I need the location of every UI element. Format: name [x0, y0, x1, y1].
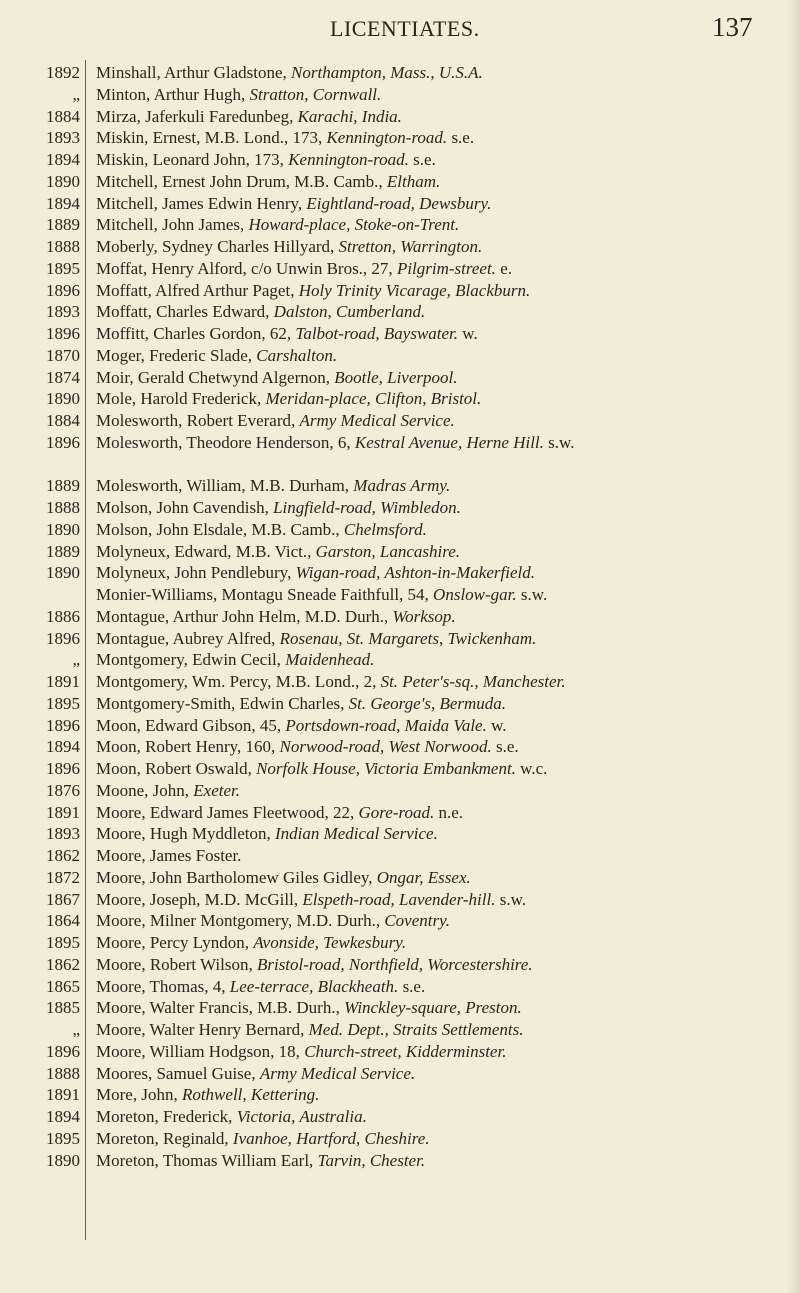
entry-text — [96, 1150, 760, 1172]
entry-name: Moore, William Hodgson, 18, — [96, 1041, 305, 1061]
entry-address: Rosenau, St. Margarets, Twickenham. — [279, 628, 537, 648]
entry-address: Indian Medical Service. — [274, 824, 438, 844]
entry-address: Ongar, Essex. — [376, 867, 471, 887]
list-item — [0, 736, 800, 758]
entry-text — [96, 475, 760, 497]
entry-name: Molesworth, William, M.B. Durham, — [96, 476, 354, 496]
list-item — [0, 867, 800, 889]
entry-name: Montague, Aubrey Alfred, — [96, 628, 280, 648]
entry-name: Molyneux, Edward, M.B. Vict., — [96, 541, 316, 561]
entry-text — [96, 1084, 760, 1106]
entry-name: Moffat, Henry Alford, c/o Unwin Bros., 27, — [96, 258, 397, 278]
licentiate-list — [0, 62, 800, 1171]
entry-address: Rothwell, Kettering. — [181, 1085, 320, 1105]
list-item — [0, 171, 800, 193]
entry-year: 1893 — [46, 128, 80, 148]
entry-address: Gore-road. — [358, 802, 435, 822]
entry-year: „ — [72, 650, 80, 670]
entry-text — [96, 976, 760, 998]
entry-address: Kestral Avenue, Herne Hill. — [354, 432, 544, 452]
entry-address: Med. Dept., Straits Settlements. — [308, 1020, 524, 1039]
list-item — [0, 432, 800, 476]
entry-text — [96, 1019, 760, 1041]
entry-address: Tarvin, Chester. — [317, 1150, 426, 1170]
entry-postal-district: s.e. — [491, 737, 519, 757]
entry-name: Moore, Walter Francis, M.B. Durh., — [96, 998, 345, 1018]
list-item — [0, 671, 800, 693]
entry-year: 1896 — [46, 432, 80, 452]
entry-name: Mitchell, James Edwin Henry, — [96, 193, 307, 213]
entry-postal-district: w.c. — [515, 759, 548, 778]
entry-year: 1890 — [46, 519, 80, 539]
entry-year: 1896 — [46, 280, 80, 300]
entry-text — [96, 1041, 760, 1063]
entry-text — [96, 214, 760, 236]
entry-name: Moon, Robert Oswald, — [96, 759, 257, 778]
entry-name: Moreton, Thomas William Earl, — [96, 1150, 318, 1170]
entry-address: Norfolk House, Victoria Embankment. — [256, 759, 516, 778]
list-item — [0, 106, 800, 128]
entry-address: Onslow-gar. — [433, 585, 517, 604]
entry-text — [96, 823, 760, 845]
entry-address: Army Medical Service. — [259, 1063, 416, 1083]
entry-name: Monier-Williams, Montagu Sneade Faithfull, 54, — [96, 585, 434, 604]
entry-year: 1888 — [46, 498, 80, 517]
entry-text — [96, 127, 760, 149]
entry-postal-district: n.e. — [434, 802, 464, 822]
entry-year: 1894 — [46, 737, 80, 757]
entry-address: Exeter. — [193, 780, 241, 800]
entry-text — [96, 1063, 760, 1085]
page-header — [0, 12, 800, 46]
entry-text — [96, 236, 760, 258]
entry-address: Chelmsford. — [343, 519, 427, 539]
list-item — [0, 1063, 800, 1085]
entry-text — [96, 301, 760, 323]
entry-address: Dalston, Cumberland. — [273, 302, 426, 322]
entry-year: 1896 — [46, 715, 80, 735]
list-item — [0, 997, 800, 1019]
list-item — [0, 954, 800, 976]
entry-year: 1894 — [46, 150, 80, 169]
entry-name: More, John, — [96, 1085, 182, 1105]
entry-year: 1892 — [46, 63, 80, 82]
entry-name: Moreton, Reginald, — [96, 1128, 233, 1148]
entry-name: Moore, John Bartholomew Giles Gidley, — [96, 867, 377, 887]
entry-name: Moffatt, Charles Edward, — [96, 302, 274, 322]
entry-name: Mirza, Jaferkuli Faredunbeg, — [96, 106, 298, 126]
list-item — [0, 780, 800, 802]
entry-year: 1891 — [46, 1085, 80, 1105]
entry-name: Moreton, Frederick, — [96, 1107, 237, 1126]
entry-text — [96, 497, 760, 519]
entry-text — [96, 736, 760, 758]
entry-name: Miskin, Ernest, M.B. Lond., 173, — [96, 128, 327, 148]
entry-text — [96, 410, 760, 432]
entry-name: Montgomery, Wm. Percy, M.B. Lond., 2, — [96, 672, 381, 691]
list-item — [0, 976, 800, 998]
entry-year: 1893 — [46, 302, 80, 322]
entry-year: 1896 — [46, 759, 80, 778]
entry-year: 1862 — [46, 846, 80, 865]
list-item — [0, 649, 800, 671]
entry-name: Moores, Samuel Guise, — [96, 1063, 260, 1083]
list-item — [0, 845, 800, 867]
entry-postal-district: s.e. — [447, 128, 475, 148]
entry-address: Holy Trinity Vicarage, Blackburn. — [298, 280, 531, 300]
entry-text — [96, 802, 760, 824]
list-item — [0, 84, 800, 106]
list-item — [0, 889, 800, 911]
entry-year: 1884 — [46, 411, 80, 430]
entry-text — [96, 1128, 760, 1150]
entry-text — [96, 584, 760, 606]
entry-postal-district: s.e. — [408, 150, 436, 169]
entry-name: Moone, John, — [96, 780, 194, 800]
entry-year: 1890 — [46, 171, 80, 191]
entry-text — [96, 84, 760, 106]
entry-text — [96, 193, 760, 215]
entry-address: Lee-terrace, Blackheath. — [229, 976, 399, 996]
entry-name: Moir, Gerald Chetwynd Algernon, — [96, 367, 335, 387]
entry-address: Church-street, Kidderminster. — [304, 1041, 507, 1061]
entry-year: 1888 — [46, 1063, 80, 1083]
entry-year: 1862 — [46, 954, 80, 974]
list-item — [0, 1041, 800, 1063]
entry-name: Mitchell, Ernest John Drum, M.B. Camb., — [96, 171, 387, 191]
entry-name: Molson, John Cavendish, — [96, 498, 274, 517]
entry-year: „ — [72, 84, 80, 104]
entry-year: 1895 — [46, 933, 80, 952]
entry-text — [96, 845, 760, 867]
list-item — [0, 1128, 800, 1150]
entry-year: 1870 — [46, 345, 80, 365]
list-item — [0, 214, 800, 236]
entry-name: Mitchell, John James, — [96, 215, 249, 235]
list-item — [0, 802, 800, 824]
entry-year: 1886 — [46, 606, 80, 626]
list-item — [0, 323, 800, 345]
list-item — [0, 258, 800, 280]
entry-address: Kennington-road. — [288, 150, 409, 169]
entry-address: St. George's, Bermuda. — [348, 693, 507, 713]
entry-postal-district: w. — [486, 715, 507, 735]
entry-address: Avonside, Tewkesbury. — [253, 933, 407, 952]
entry-text — [96, 889, 760, 911]
entry-address: Carshalton. — [256, 345, 338, 365]
entry-text — [96, 258, 760, 280]
list-item — [0, 519, 800, 541]
entry-address: Lingfield-road, Wimbledon. — [273, 498, 461, 517]
entry-address: Army Medical Service. — [299, 411, 455, 430]
list-item — [0, 367, 800, 389]
entry-name: Molesworth, Theodore Henderson, 6, — [96, 432, 355, 452]
entry-text — [96, 171, 760, 193]
entry-address: Stratton, Cornwall. — [249, 84, 382, 104]
list-item — [0, 388, 800, 410]
entry-name: Moore, James Foster. — [96, 846, 242, 865]
entry-name: Mole, Harold Frederick, — [96, 389, 266, 409]
entry-year: 1888 — [46, 237, 80, 256]
list-item — [0, 345, 800, 367]
list-item — [0, 910, 800, 932]
entry-name: Moore, Hugh Myddleton, — [96, 824, 275, 844]
list-item — [0, 475, 800, 497]
entry-name: Moore, Thomas, 4, — [96, 976, 230, 996]
entry-year: „ — [72, 1020, 80, 1039]
entry-name: Molson, John Elsdale, M.B. Camb., — [96, 519, 344, 539]
entry-name: Montgomery, Edwin Cecil, — [96, 650, 286, 670]
entry-address: Eightland-road, Dewsbury. — [306, 193, 492, 213]
entry-name: Moore, Joseph, M.D. McGill, — [96, 889, 303, 909]
entry-address: Portsdown-road, Maida Vale. — [285, 715, 487, 735]
entry-address: Eltham. — [386, 171, 441, 191]
list-item — [0, 280, 800, 302]
entry-year: 1890 — [46, 563, 80, 583]
page-edge-shadow — [786, 0, 800, 1293]
list-item — [0, 1106, 800, 1128]
entry-year: 1895 — [46, 258, 80, 278]
entry-text — [96, 323, 760, 345]
entry-text — [96, 62, 760, 84]
list-item — [0, 628, 800, 650]
entry-name: Montague, Arthur John Helm, M.D. Durh., — [96, 606, 393, 626]
entry-name: Moon, Robert Henry, 160, — [96, 737, 280, 757]
entry-year: 1896 — [46, 324, 80, 343]
entry-name: Moger, Frederic Slade, — [96, 345, 257, 365]
list-item — [0, 1150, 800, 1172]
entry-address: Wigan-road, Ashton-in-Makerfield. — [295, 563, 535, 583]
entry-text — [96, 954, 760, 976]
entry-address: Coventry. — [384, 911, 450, 931]
entry-year: 1865 — [46, 976, 80, 996]
entry-address: Kennington-road. — [326, 128, 448, 148]
list-item — [0, 410, 800, 432]
list-item — [0, 541, 800, 563]
entry-address: Maidenhead. — [285, 650, 375, 670]
entry-name: Minton, Arthur Hugh, — [96, 84, 250, 104]
entry-postal-district: s.w. — [516, 585, 548, 604]
entry-address: Northampton, Mass., U.S.A. — [291, 63, 483, 82]
entry-address: Norwood-road, West Norwood. — [279, 737, 492, 757]
entry-year: 1867 — [46, 889, 80, 909]
entry-address: Victoria, Australia. — [236, 1107, 367, 1126]
list-item — [0, 149, 800, 171]
entry-text — [96, 149, 760, 171]
entry-address: Meridan-place, Clifton, Bristol. — [265, 389, 482, 409]
entry-text — [96, 280, 760, 302]
entry-year: 1874 — [46, 367, 80, 387]
entry-text — [96, 693, 760, 715]
entry-year: 1890 — [46, 1150, 80, 1170]
entry-name: Molyneux, John Pendlebury, — [96, 563, 296, 583]
entry-year: 1893 — [46, 824, 80, 844]
list-item — [0, 1019, 800, 1041]
entry-address: Howard-place, Stoke-on-Trent. — [248, 215, 460, 235]
entry-text — [96, 867, 760, 889]
entry-text — [96, 106, 760, 128]
entry-name: Molesworth, Robert Everard, — [96, 411, 300, 430]
list-item — [0, 127, 800, 149]
entry-year: 1895 — [46, 1128, 80, 1148]
list-item — [0, 606, 800, 628]
entry-name: Moffatt, Alfred Arthur Paget, — [96, 280, 299, 300]
entry-name: Moon, Edward Gibson, 45, — [96, 715, 286, 735]
entry-name: Moore, Milner Montgomery, M.D. Durh., — [96, 911, 385, 931]
list-item — [0, 562, 800, 584]
running-title: LICENTIATES. — [330, 16, 480, 41]
entry-address: Worksop. — [392, 606, 456, 626]
entry-text — [96, 715, 760, 737]
list-item — [0, 497, 800, 519]
entry-name: Minshall, Arthur Gladstone, — [96, 63, 292, 82]
entry-address: Elspeth-road, Lavender-hill. — [302, 889, 496, 909]
entry-address: Madras Army. — [353, 476, 451, 496]
entry-postal-district: s.w. — [543, 432, 575, 452]
list-item — [0, 693, 800, 715]
page-number: 137 — [712, 12, 753, 42]
entry-name: Miskin, Leonard John, 173, — [96, 150, 289, 169]
entry-address: Stretton, Warrington. — [338, 237, 483, 256]
entry-year: 1889 — [46, 215, 80, 235]
entry-year: 1891 — [46, 672, 80, 691]
entry-text — [96, 606, 760, 628]
entry-name: Moffitt, Charles Gordon, 62, — [96, 324, 296, 343]
entry-year: 1896 — [46, 628, 80, 648]
list-item — [0, 62, 800, 84]
entry-name: Moore, Walter Henry Bernard, — [96, 1020, 309, 1039]
list-item — [0, 758, 800, 780]
entry-text — [96, 910, 760, 932]
entry-year: 1889 — [46, 541, 80, 561]
entry-year: 1872 — [46, 867, 80, 887]
entry-text — [96, 671, 760, 693]
list-item — [0, 236, 800, 258]
entry-text — [96, 519, 760, 541]
entry-year: 1864 — [46, 911, 80, 931]
entry-year: 1891 — [46, 802, 80, 822]
entry-address: Ivanhoe, Hartford, Cheshire. — [232, 1128, 430, 1148]
entry-postal-district: w. — [458, 324, 478, 343]
entry-year: 1896 — [46, 1041, 80, 1061]
entry-year: 1895 — [46, 693, 80, 713]
list-item — [0, 301, 800, 323]
entry-text — [96, 780, 760, 802]
entry-text — [96, 388, 760, 410]
entry-year: 1890 — [46, 389, 80, 409]
entry-year: 1876 — [46, 780, 80, 800]
entry-text — [96, 649, 760, 671]
entry-text — [96, 367, 760, 389]
entry-year: 1894 — [46, 193, 80, 213]
entry-address: St. Peter's-sq., Manchester. — [380, 672, 566, 691]
entry-name: Moore, Robert Wilson, — [96, 954, 257, 974]
entry-address: Talbot-road, Bayswater. — [295, 324, 459, 343]
entry-address: Karachi, India. — [297, 106, 402, 126]
entry-text — [96, 432, 760, 454]
entry-name: Moberly, Sydney Charles Hillyard, — [96, 237, 339, 256]
entry-text — [96, 562, 760, 584]
entry-address: Bootle, Liverpool. — [334, 367, 458, 387]
entry-text — [96, 345, 760, 367]
entry-address: Bristol-road, Northfield, Worcestershire. — [256, 954, 533, 974]
entry-name: Montgomery-Smith, Edwin Charles, — [96, 693, 349, 713]
entry-postal-district: e. — [495, 258, 512, 278]
entry-text — [96, 997, 760, 1019]
list-item — [0, 715, 800, 737]
entry-text — [96, 1106, 760, 1128]
entry-text — [96, 628, 760, 650]
entry-address: Garston, Lancashire. — [315, 541, 461, 561]
list-item — [0, 193, 800, 215]
entry-postal-district: s.w. — [495, 889, 526, 909]
entry-year: 1889 — [46, 476, 80, 496]
entry-year: 1894 — [46, 1107, 80, 1126]
entry-name: Moore, Percy Lyndon, — [96, 933, 254, 952]
entry-year: 1885 — [46, 998, 80, 1018]
list-item — [0, 823, 800, 845]
entry-year: 1884 — [46, 106, 80, 126]
entry-text — [96, 758, 760, 780]
entry-postal-district: s.e. — [398, 976, 426, 996]
entry-name: Moore, Edward James Fleetwood, 22, — [96, 802, 359, 822]
list-item — [0, 932, 800, 954]
entry-address: Pilgrim-street. — [396, 258, 496, 278]
entry-text — [96, 932, 760, 954]
list-item — [0, 584, 800, 606]
entry-address: Winckley-square, Preston. — [344, 998, 522, 1018]
list-item — [0, 1084, 800, 1106]
entry-text — [96, 541, 760, 563]
